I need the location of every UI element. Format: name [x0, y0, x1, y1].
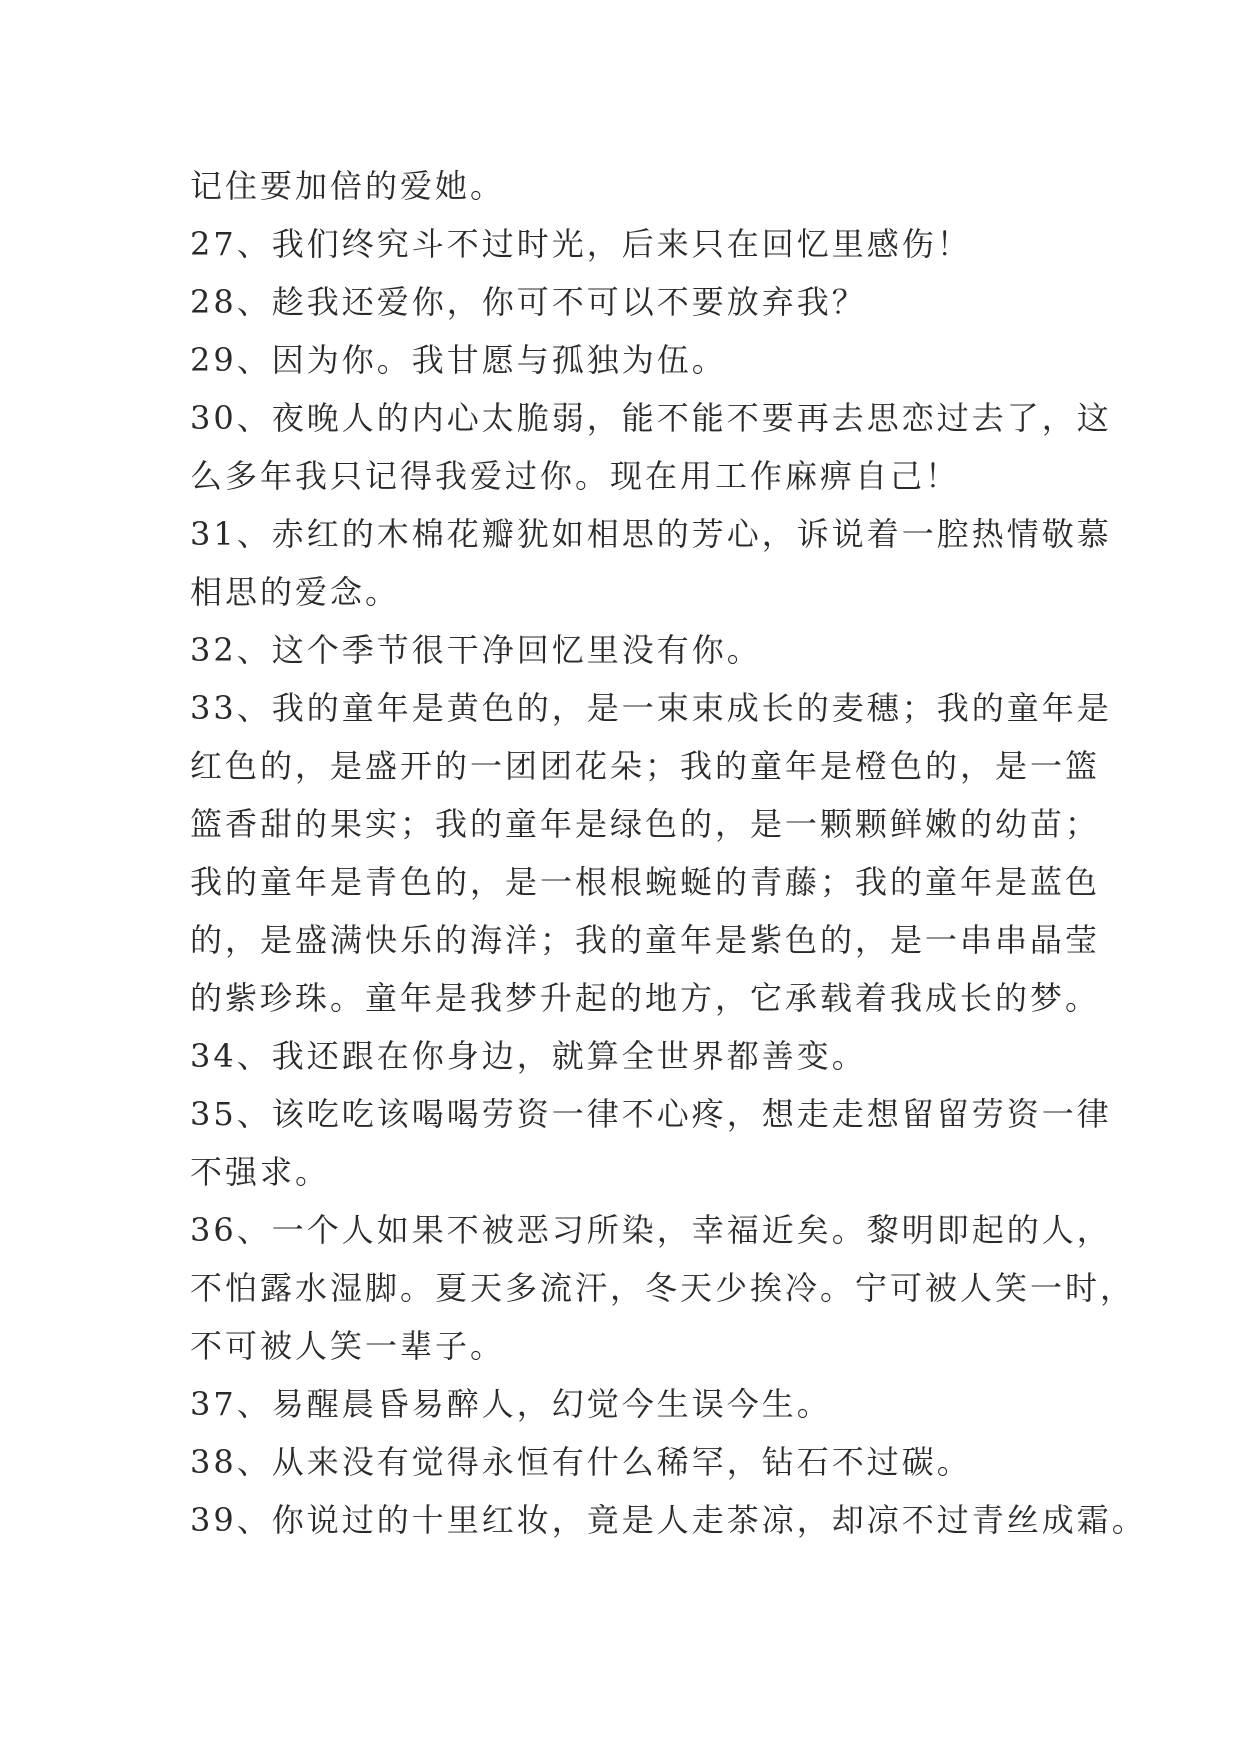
text-line: 不可被人笑一辈子。	[190, 1327, 506, 1365]
text-line: 相思的爱念。	[190, 573, 401, 611]
text-line: 33、我的童年是黄色的，是一束束成长的麦穗；我的童年是	[190, 689, 1112, 727]
text-line: 的紫珍珠。童年是我梦升起的地方，它承载着我成长的梦。	[190, 979, 1101, 1017]
text-line: 红色的，是盛开的一团团花朵；我的童年是橙色的，是一篮	[190, 747, 1101, 785]
text-line: 么多年我只记得我爱过你。现在用工作麻痹自己！	[190, 457, 961, 495]
text-line: 27、我们终究斗不过时光，后来只在回忆里感伤！	[190, 225, 972, 263]
text-line: 34、我还跟在你身边，就算全世界都善变。	[190, 1037, 867, 1075]
text-line: 38、从来没有觉得永恒有什么稀罕，钻石不过碳。	[190, 1443, 972, 1481]
text-line: 我的童年是青色的，是一根根蜿蜒的青藤；我的童年是蓝色	[190, 863, 1101, 901]
text-line: 的，是盛满快乐的海洋；我的童年是紫色的，是一串串晶莹	[190, 921, 1101, 959]
document-body	[190, 157, 1147, 1549]
text-line: 28、趁我还爱你，你可不可以不要放弃我？	[190, 283, 867, 321]
text-line: 不怕露水湿脚。夏天多流汗，冬天少挨冷。宁可被人笑一时，	[190, 1269, 1136, 1307]
text-line: 39、你说过的十里红妆，竟是人走茶凉，却凉不过青丝成霜。	[190, 1501, 1147, 1539]
text-line: 记住要加倍的爱她。	[190, 167, 506, 205]
text-line: 不强求。	[190, 1153, 331, 1191]
text-line: 30、夜晚人的内心太脆弱，能不能不要再去思恋过去了，这	[190, 399, 1112, 437]
text-line: 31、赤红的木棉花瓣犹如相思的芳心，诉说着一腔热情敬慕	[190, 515, 1112, 553]
text-line: 篮香甜的果实；我的童年是绿色的，是一颗颗鲜嫩的幼苗；	[190, 805, 1101, 843]
text-line: 32、这个季节很干净回忆里没有你。	[190, 631, 762, 669]
text-line: 37、易醒晨昏易醉人，幻觉今生误今生。	[190, 1385, 832, 1423]
text-line: 36、一个人如果不被恶习所染，幸福近矣。黎明即起的人，	[190, 1211, 1112, 1249]
text-line: 35、该吃吃该喝喝劳资一律不心疼，想走走想留留劳资一律	[190, 1095, 1112, 1133]
text-line: 29、因为你。我甘愿与孤独为伍。	[190, 341, 727, 379]
